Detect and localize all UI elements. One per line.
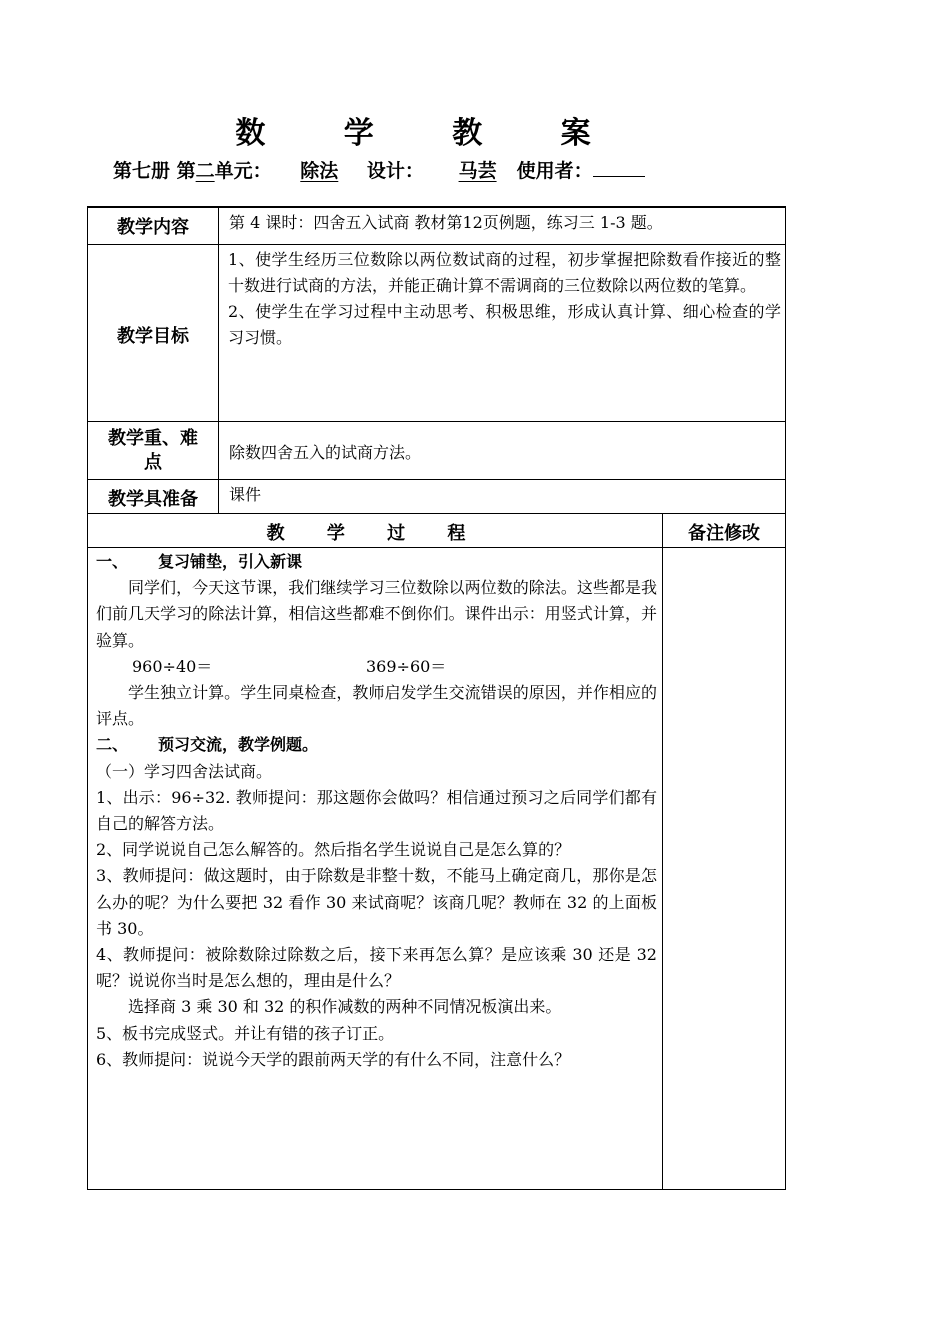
notes-column-divider [662,513,663,1190]
paragraph: 学生独立计算。学生同桌检查，教师启发学生交流错误的原因，并作相应的评点。 [96,683,657,729]
row-divider [87,244,786,245]
goals-label: 教学目标 [117,326,189,347]
label-column-divider [218,206,219,514]
list-item: 2、同学说说自己怎么解答的。然后指名学生说说自己是怎么算的？ [96,840,571,860]
subheading: （一）学习四舍法试商。 [96,761,273,781]
table-border-top [87,206,786,208]
keypoints-label: 教学重、难 点 [108,428,198,473]
row-divider [87,547,786,548]
section-heading: 二、 预习交流，教学例题。 [96,735,319,755]
equation: 960÷40＝ [132,656,213,676]
process-header: 教 学 过 程 [266,523,484,544]
table-border-right [785,206,786,1190]
book-prefix: 第七册 第 [113,160,196,182]
design-label: 设计： [366,160,424,182]
goals-value [228,247,781,351]
table-border-left [87,206,88,1190]
designer-name: 马芸 [458,160,497,182]
list-item: 4、教师提问：被除数除过除数之后，接下来再怎么算？是应该乘 30 还是 32 呢？说说你当时是怎么想的，理由是什么？ [96,945,657,991]
table-border-bottom [87,1189,786,1190]
prep-label: 教学具准备 [108,489,198,510]
unit-number: 二 [195,160,215,182]
list-item: 3、教师提问：做这题时，由于除数是非整十数，不能马上确定商几，那你是怎么办的呢？为什么要把 32 看作 30 来试商呢？该商几呢？教师在 32 的上面板书 30。 [96,866,657,938]
prep-value: 课件 [229,485,262,504]
goal-item: 2、使学生在学习过程中主动思考、积极思维，形成认真计算、细心检查的学习习惯。 [228,302,781,347]
list-item: 6、教师提问：说说今天学的跟前两天学的有什么不同，注意什么？ [96,1049,571,1069]
section-heading: 一、 复习铺垫，引入新课 [96,552,303,571]
keypoints-value: 除数四舍五入的试商方法。 [229,443,422,462]
content-value: 第 4 课时：四舍五入试商 教材第12页例题，练习三 1-3 题。 [229,213,663,232]
row-divider [87,479,786,480]
equations [96,654,657,680]
row-divider [87,513,786,514]
paragraph: 选择商 3 乘 30 和 32 的积作减数的两种不同情况板演出来。 [128,997,562,1017]
list-item: 1、出示：96÷32. 教师提问：那这题你会做吗？相信通过预习之后同学们都有自己的解答方法。 [96,787,657,834]
user-label: 使用者： [516,160,593,182]
equation: 369÷60＝ [366,656,447,676]
content-label: 教学内容 [117,217,189,238]
user-blank [593,159,645,177]
list-item: 5、板书完成竖式。并让有错的孩子订正。 [96,1023,395,1043]
unit-label: 单元： [214,160,272,182]
goal-item: 1、使学生经历三位数除以两位数试商的过程，初步掌握把除数看作接近的整十数进行试商的方法，并能正确计算不需调商的三位数除以两位数的笔算。 [228,250,781,295]
row-divider [87,421,786,422]
unit-name: 除法 [300,160,339,182]
page-title: 数 学 教 案 [235,116,625,151]
notes-header: 备注修改 [688,523,760,544]
process-body [96,549,657,1073]
paragraph: 同学们，今天这节课，我们继续学习三位数除以两位数的除法。这些都是我们前几天学习的除法计算，相信这些都难不倒你们。课件出示：用竖式计算，并验算。 [96,578,657,650]
lesson-info-line [113,156,645,183]
